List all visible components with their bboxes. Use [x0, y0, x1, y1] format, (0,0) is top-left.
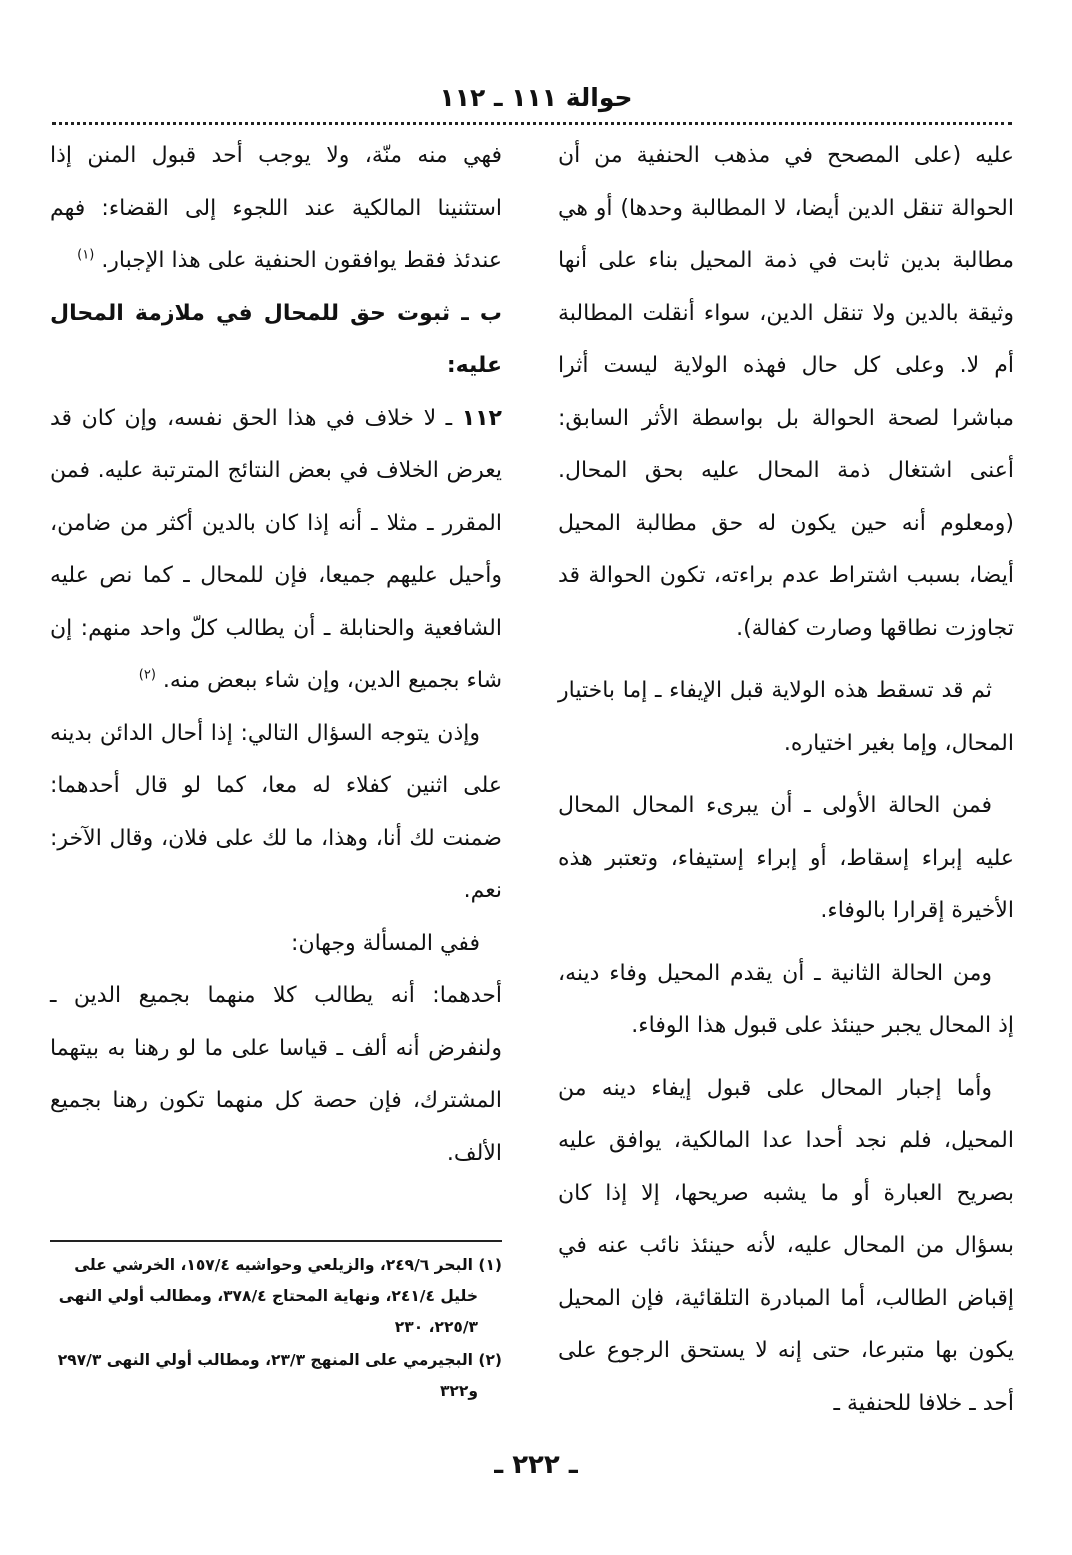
paragraph: ففي المسألة وجهان:: [291, 930, 480, 956]
paragraph-text: فهي منه منّة، ولا يوجب أحد قبول المنن إذا استثنينا المالكية عند اللجوء إلى القضاء: فهم عندئذ فقط يوافقون الحنفية على هذا الإجبار.: [50, 143, 502, 273]
section-subheading: ب ـ ثبوت حق للمحال في ملازمة المحال عليه:: [50, 300, 502, 378]
paragraph: عليه (على المصحح في مذهب الحنفية من أن الحوالة تنقل الدين أيضا، لا المطالبة وحدها) أو هي مطالبة بدين ثابت في ذمة المحيل بناء على أنها وثيقة بالدين ولا تنقل الدين، سواء أنقلت المطالبة أم لا. وعلى كل حال فهذه الولاية ليست أثرا مباشرا لصحة الحوالة بل بواسطة الأثر السابق: أعنى اشتغال ذمة المحال عليه بحق المحال. (ومعلوم أنه حين يكون له حق مطالبة المحيل أيضا، بسبب اشتراط عدم براءته، تكون الحوالة قد تجاوزت نطاقها وصارت كفالة).: [558, 143, 1014, 641]
paragraph: ومن الحالة الثانية ـ أن يقدم المحيل وفاء دينه، إذ المحال يجبر حينئذ على قبول هذا الوفاء.: [558, 960, 1014, 1038]
paragraph: أحدهما: أنه يطالب كلا منهما بجميع الدين ـ ولنفرض أنه ألف ـ قياسا على ما لو رهنا به بيتهما المشترك، فإن حصة كل منهما تكون رهنا بجميع الألف.: [50, 983, 502, 1166]
paragraph: وأما إجبار المحال على قبول إيفاء دينه من المحيل، فلم نجد أحدا عدا المالكية، يوافق عليه بصريح العبارة أو ما يشبه صريحها، إلا إذا كان بسؤال من المحال عليه، لأنه حينئذ نائب عنه في إقباض الطالب، أما المبادرة التلقائية، فإن المحيل يكون بها متبرعا، حتى إنه لا يستحق الرجوع على أحد ـ خلافا للحنفية ـ: [558, 1075, 1014, 1416]
paragraph: [50, 130, 502, 288]
paragraph: وإذن يتوجه السؤال التالي: إذا أحال الدائن بدينه على اثنين كفلاء له معا، كما لو قال أحدهما: ضمنت لك أنا، وهذا، ما لك على فلان، وقال الآخر: نعم.: [50, 720, 502, 903]
right-column: [558, 130, 1014, 1430]
running-title: حوالة ١١١ ـ ١١٢: [439, 83, 633, 112]
footnote-reference: (٢): [138, 667, 156, 683]
footnote-reference: (١): [77, 247, 95, 263]
paragraph: ثم قد تسقط هذه الولاية قبل الإيفاء ـ إما باختيار المحال، وإما بغير اختياره.: [558, 678, 1014, 756]
paragraph: [50, 393, 502, 708]
footnote: (١) البحر ٢٤٩/٦، والزيلعي وحواشيه ١٥٧/٤، الخرشي على خليل ٢٤١/٤، ونهاية المحتاج ٣٧٨/٤، ومطالب أولي النهى ٢٢٥/٣، ٢٣٠: [58, 1256, 502, 1336]
page-number: ـ ٢٢٢ ـ: [494, 1450, 578, 1480]
footnotes: [32, 1250, 502, 1409]
footnote-separator: [50, 1240, 502, 1242]
paragraph: فمن الحالة الأولى ـ أن يبرىء المحال المحال عليه إبراء إسقاط، أو إبراء إستيفاء، وتعتبر هذه الأخيرة إقرارا بالوفاء.: [558, 793, 1014, 923]
left-column: [50, 130, 502, 1180]
paragraph-number: ١١٢: [461, 405, 502, 431]
header-dotted-rule: [52, 122, 1012, 125]
footnote: (٢) البجيرمي على المنهج ٢٣/٣، ومطالب أولي النهى ٢٩٧/٣ و٣٢٢: [57, 1351, 502, 1400]
paragraph-text: ـ لا خلاف في هذا الحق نفسه، وإن كان قد يعرض الخلاف في بعض النتائج المترتبة عليه. فمن المقرر ـ مثلا ـ أنه إذا كان بالدين أكثر من ضامن، وأحيل عليهم جميعا، فإن للمحال ـ كما نص عليه الشافعية والحنابلة ـ أن يطالب كلّ واحد منهم: إن شاء بجميع الدين، وإن شاء ببعض منه.: [50, 405, 502, 693]
